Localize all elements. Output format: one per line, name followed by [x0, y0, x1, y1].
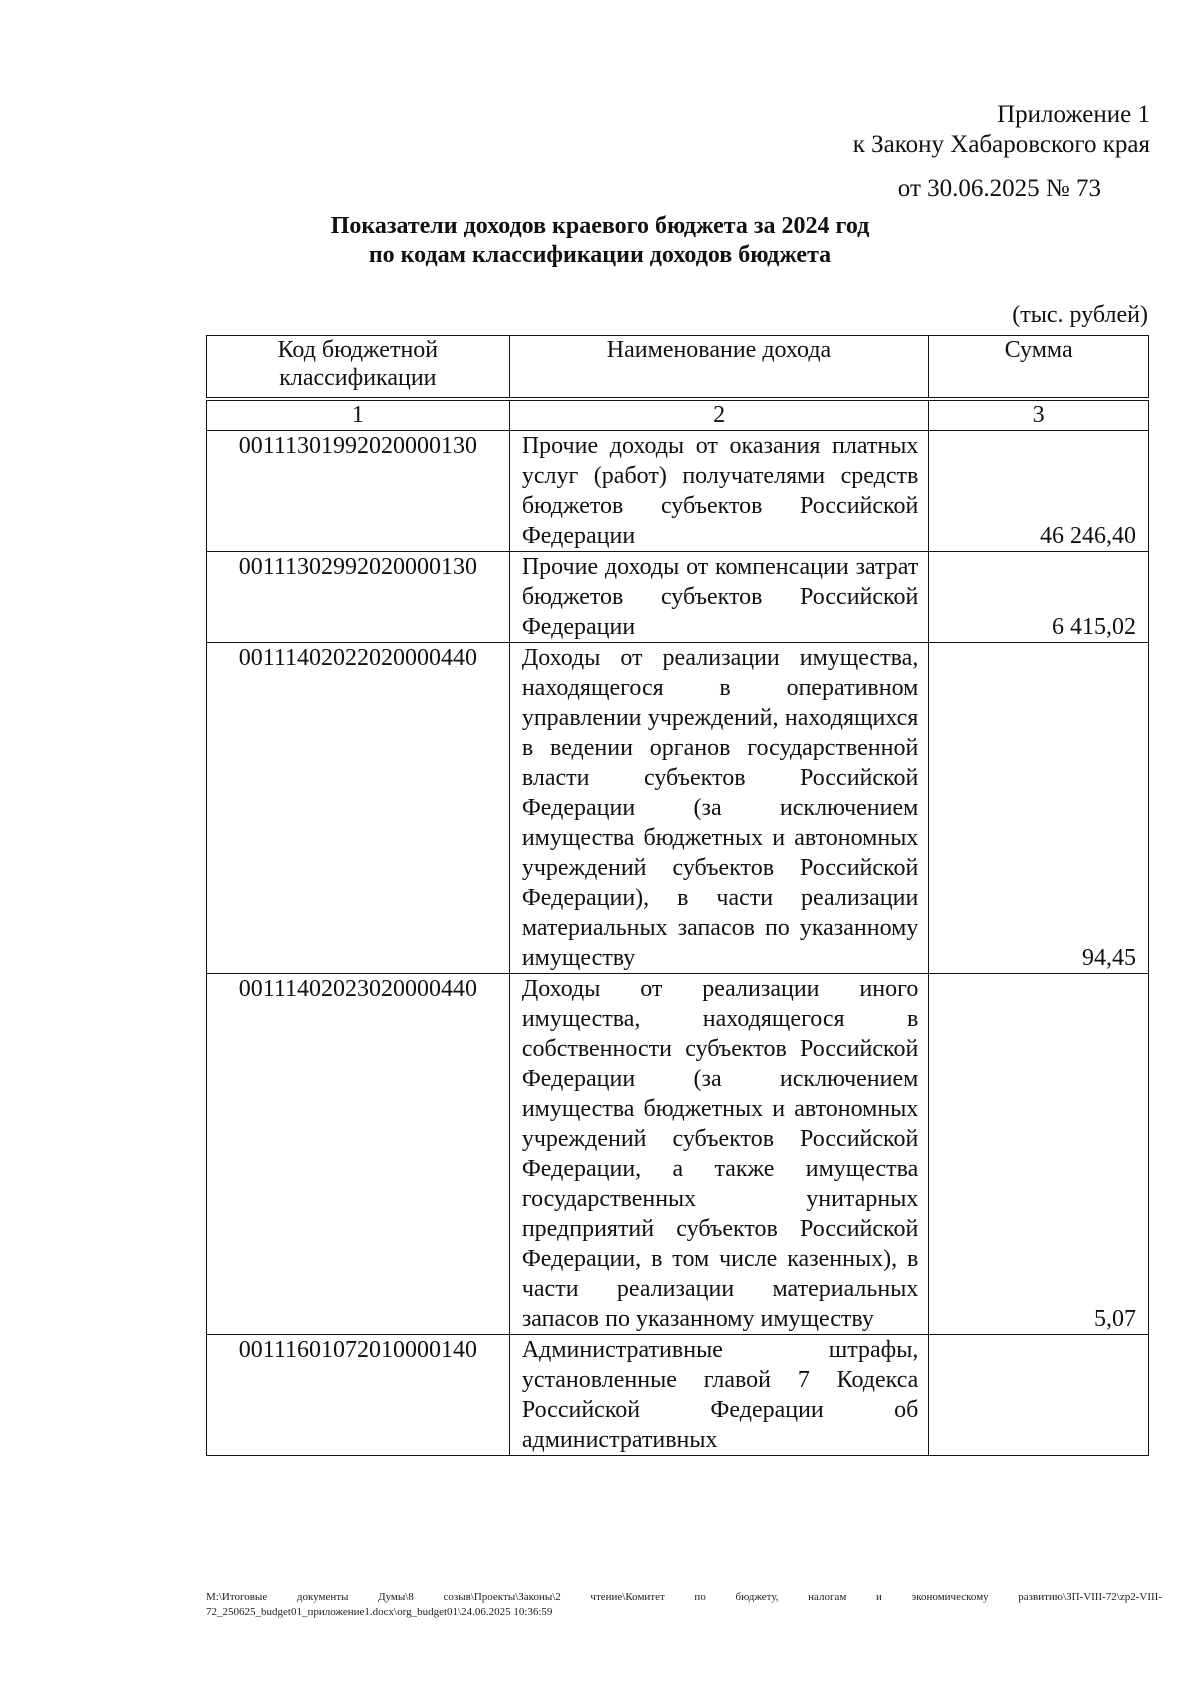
document-title — [300, 212, 900, 270]
file-path-footer: M:\Итоговые документы Думы\8 созыв\Проекты\Законы\2 чтение\Комитет по бюджету, налогам и экономическому развитию\ЗП-VIII-72\zp2-VIII-72_250625_budget01_приложение1.docx\org_budget01\24.06.2025 10:36:59 — [206, 1591, 1162, 1618]
table-row — [207, 974, 1149, 1335]
header-sum: Сумма — [929, 336, 1149, 398]
table-row — [207, 1335, 1149, 1456]
table-row — [207, 431, 1149, 552]
row-name: Прочие доходы от оказания платных услуг (работ) получателями средств бюджетов субъектов Российской Федерации — [509, 431, 929, 552]
table-header — [206, 335, 1149, 398]
title-line-2: по кодам классификации доходов бюджета — [368, 242, 832, 268]
row-code: 00111601072010000140 — [207, 1335, 510, 1456]
column-number-1: 1 — [207, 401, 510, 431]
row-code: 00111302992020000130 — [207, 552, 510, 643]
column-number-2: 2 — [509, 401, 929, 431]
appendix-date-number: от 30.06.2025 № 73 — [897, 175, 1101, 202]
row-amount: 46 246,40 — [929, 431, 1149, 552]
table-row — [207, 643, 1149, 974]
row-name: Административные штрафы, установленные главой 7 Кодекса Российской Федерации об административных — [509, 1335, 929, 1456]
row-code: 00111402023020000440 — [207, 974, 510, 1335]
row-amount: 94,45 — [929, 643, 1149, 974]
row-name: Доходы от реализации иного имущества, находящегося в собственности субъектов Российской Федерации (за исключением имущества бюджетных и автономных учреждений субъектов Российской Федерации, а также имущества государственных унитарных предприятий субъектов Российской Федерации, в том числе казенных), в части реализации материальных запасов по указанному имуществу — [509, 974, 929, 1335]
row-name: Прочие доходы от компенсации затрат бюджетов субъектов Российской Федерации — [509, 552, 929, 643]
table-row — [207, 552, 1149, 643]
units-label: (тыс. рублей) — [1012, 302, 1148, 328]
row-name: Доходы от реализации имущества, находящегося в оперативном управлении учреждений, находящихся в ведении органов государственной власти субъектов Российской Федерации (за исключением имущества бюджетных и автономных учреждений субъектов Российской Федерации), в части реализации материальных запасов по указанному имуществу — [509, 643, 929, 974]
row-amount: 5,07 — [929, 974, 1149, 1335]
title-line-1: Показатели доходов краевого бюджета за 2024 год — [330, 213, 870, 239]
header-code: Код бюджетной классификации — [207, 336, 510, 398]
row-amount — [929, 1335, 1149, 1456]
income-table — [206, 400, 1149, 1456]
appendix-label: Приложение 1 — [997, 101, 1150, 128]
column-number-3: 3 — [929, 401, 1149, 431]
appendix-law-reference: к Закону Хабаровского края — [852, 131, 1150, 158]
row-code: 00111402022020000440 — [207, 643, 510, 974]
row-code: 00111301992020000130 — [207, 431, 510, 552]
row-amount: 6 415,02 — [929, 552, 1149, 643]
header-name: Наименование дохода — [509, 336, 929, 398]
column-number-row — [207, 401, 1149, 431]
